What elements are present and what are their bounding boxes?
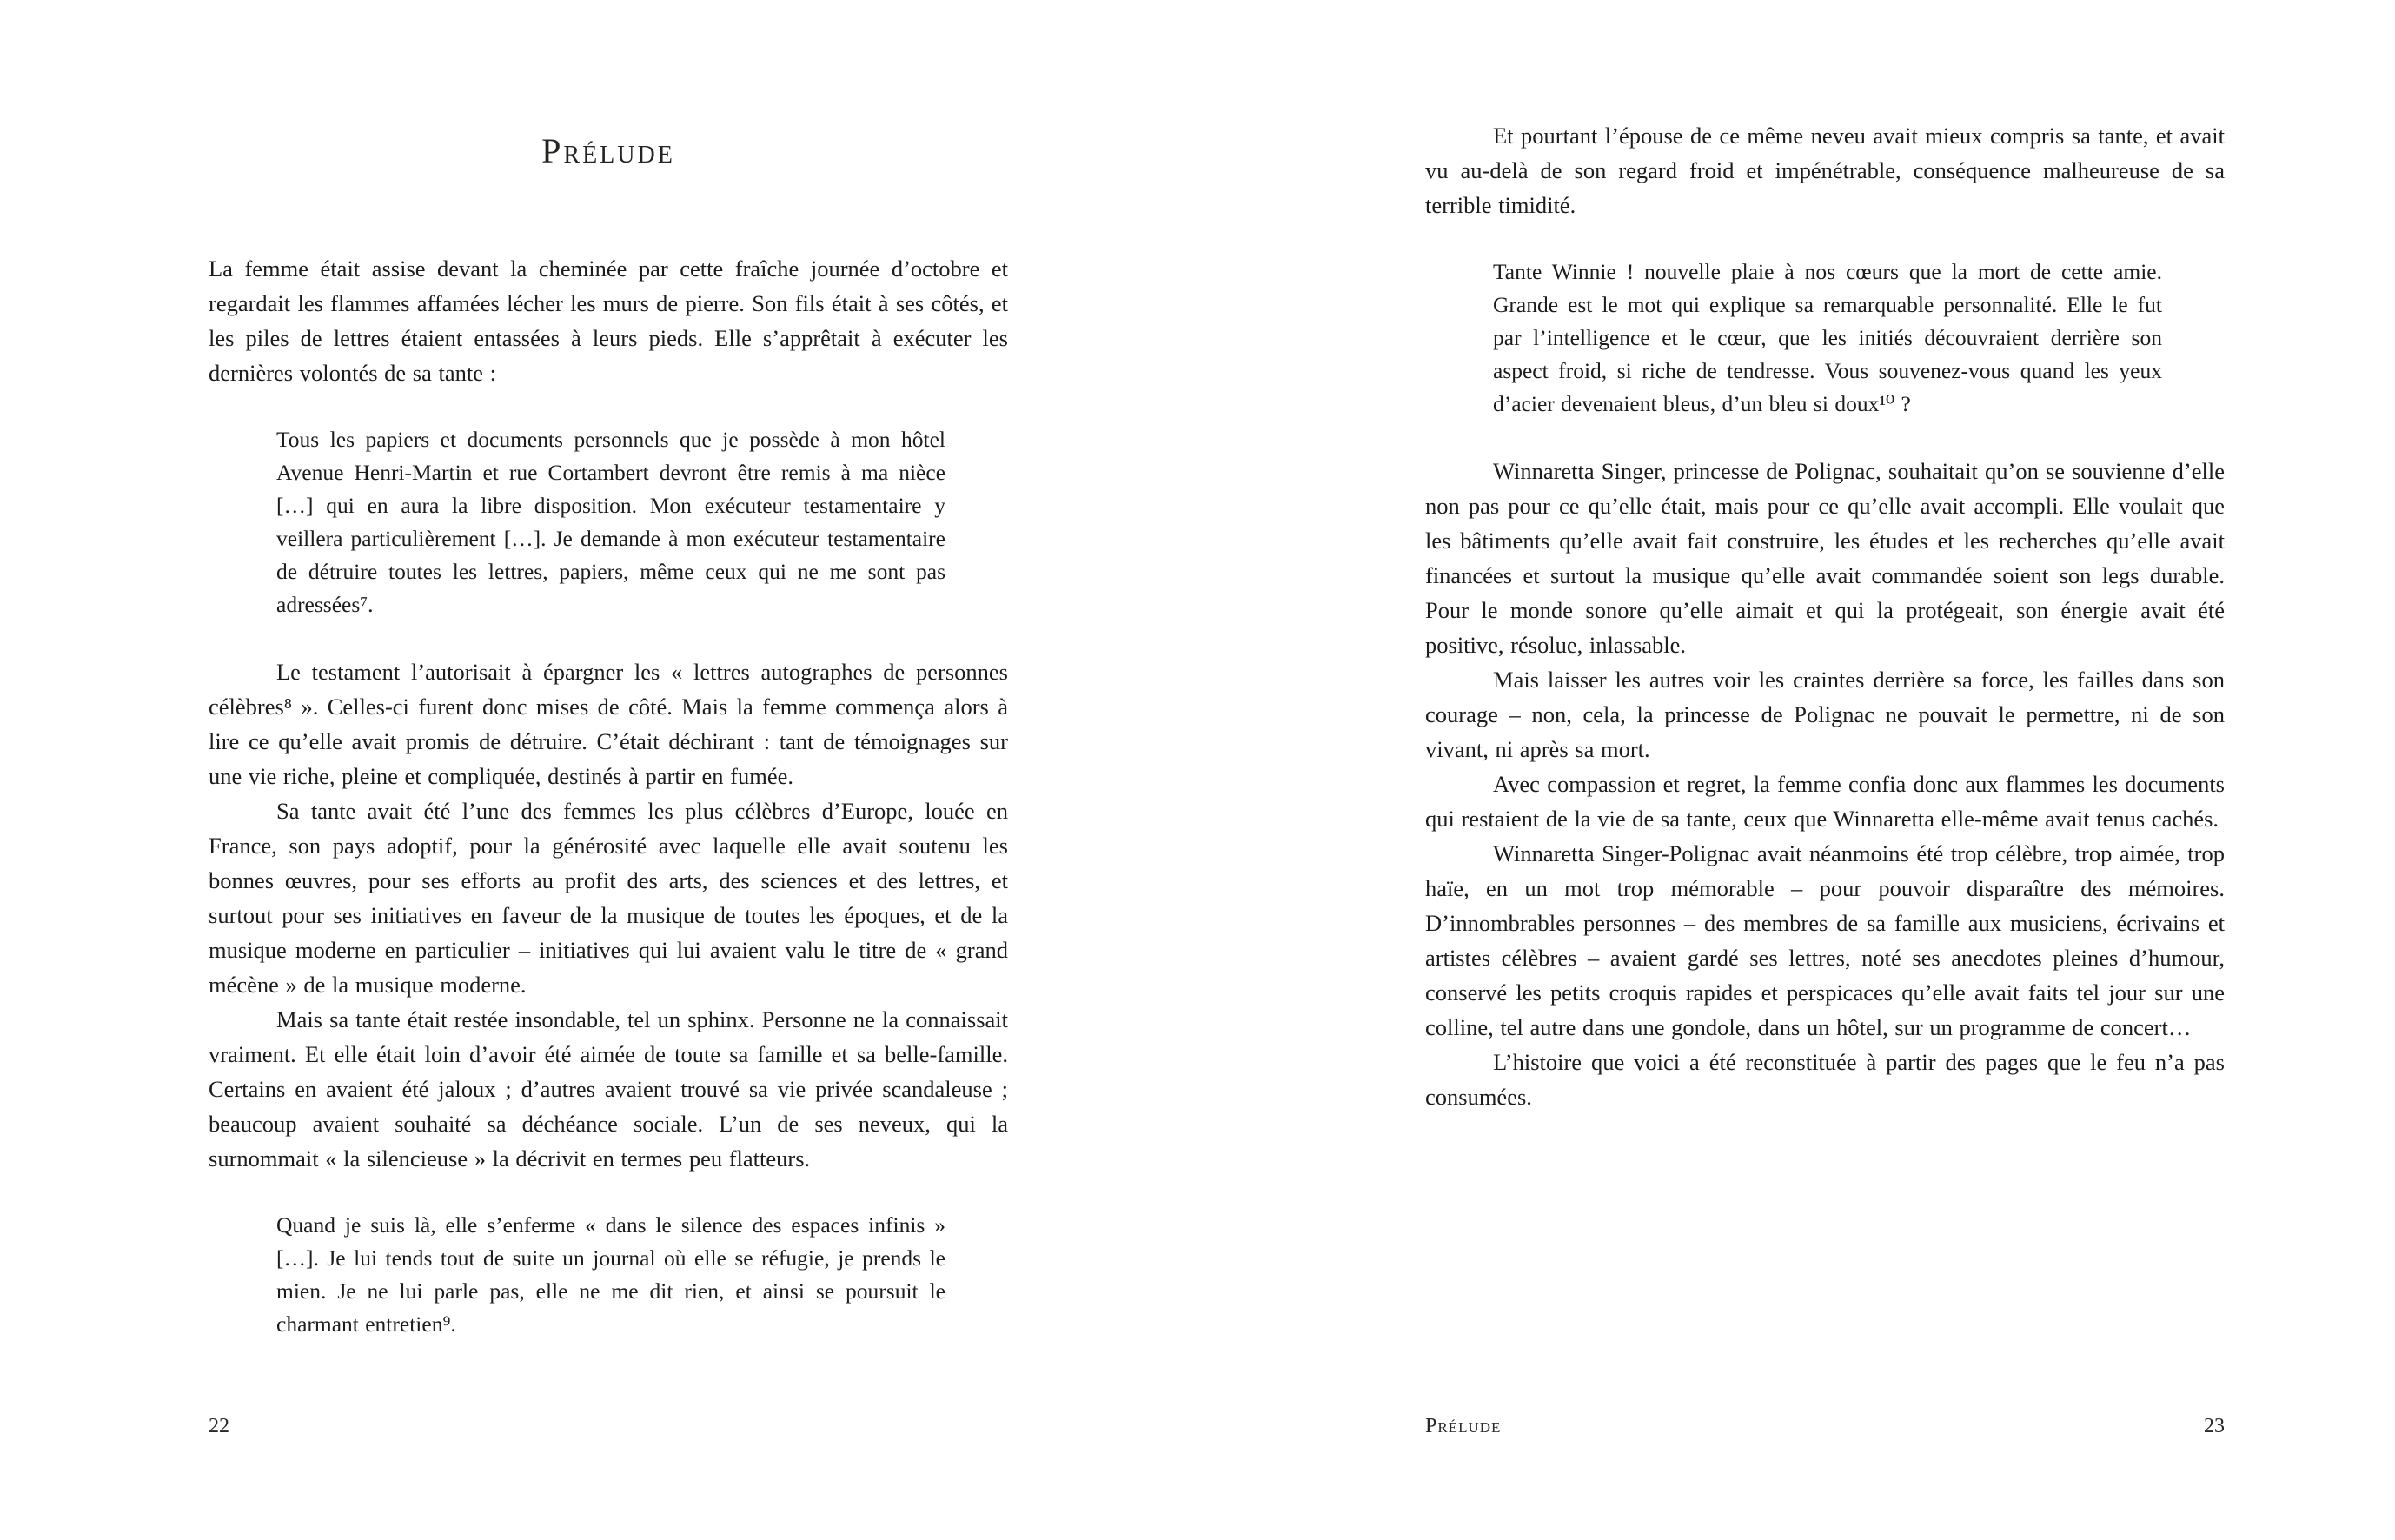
paragraph: Winnaretta Singer, princesse de Polignac, souhaitait qu’on se souvienne d’elle non pas pour ce qu’elle était, mais pour ce qu’elle avait accompli. Elle voulait que les bâtiments qu’elle avait fait construire, les études et les recherches qu’elle avait financées et surtout la musique qu’elle avait commandée soient son legs durable. Pour le monde sonore qu’elle aimait et qui la protégeait, son énergie avait été positive, résolue, inlassable. xyxy=(1425,458,2225,658)
paragraph: Mais sa tante était restée insondable, tel un sphinx. Personne ne la connaissait vraiment. Et elle était loin d’avoir été aimée de toute sa famille et sa belle-famille. Certains en avaient été jaloux ; d’autres avaient trouvé sa vie privée scandaleuse ; beaucoup avaient souhaité sa déchéance sociale. L’un de ses neveux, qui la surnommait « la silencieuse » la décrivit en termes peu flatteurs. xyxy=(209,1006,1008,1172)
paragraph: Mais laisser les autres voir les craintes derrière sa force, les failles dans son courage – non, cela, la princesse de Polignac ne pouvait le permettre, ni de son vivant, ni après sa mort. xyxy=(1425,667,2225,762)
page-right xyxy=(1425,118,2225,1114)
page-number: 22 xyxy=(209,1415,229,1437)
left-page-footer xyxy=(209,1415,1008,1438)
page-number: 23 xyxy=(2204,1415,2225,1437)
page-left xyxy=(209,130,1008,1374)
paragraph: Et pourtant l’épouse de ce même neveu avait mieux compris sa tante, et avait vu au-delà de son regard froid et impénétrable, conséquence malheureuse de sa terrible timidité. xyxy=(1425,123,2225,218)
paragraph: Sa tante avait été l’une des femmes les plus célèbres d’Europe, louée en France, son pays adoptif, pour la générosité avec laquelle elle avait soutenu les bonnes œuvres, pour ses efforts au profit des arts, des sciences et des lettres, et surtout pour ses initiatives en faveur de la musique de toutes les époques, et de la musique moderne en particulier – initiatives qui lui avaient valu le titre de « grand mécène » de la musique moderne. xyxy=(209,798,1008,998)
running-footer: Prélude xyxy=(1425,1415,1502,1437)
paragraph: L’histoire que voici a été reconstituée à partir des pages que le feu n’a pas consumées. xyxy=(1425,1049,2225,1110)
block-quote: Quand je suis là, elle s’enferme « dans le silence des espaces infinis » […]. Je lui tends tout de suite un journal où elle se réfugie, je prends le mien. Je ne lui parle pas, elle ne me dit rien, et ainsi se poursuit le charmant entretien⁹. xyxy=(276,1212,945,1337)
paragraph: Le testament l’autorisait à épargner les « lettres autographes de personnes célèbres⁸ ». Celles-ci furent donc mises de côté. Mais la femme commença alors à lire ce qu’elle avait promis de détruire. C’était déchirant : tant de témoignages sur une vie riche, pleine et compliquée, destinés à partir en fumée. xyxy=(209,659,1008,789)
block-quote: Tante Winnie ! nouvelle plaie à nos cœurs que la mort de cette amie. Grande est le mot qui explique sa remarquable personnalité. Elle le fut par l’intelligence et le cœur, que les initiés découvraient derrière son aspect froid, si riche de tendresse. Vous souvenez-vous quand les yeux d’acier devenaient bleus, d’un bleu si doux¹⁰ ? xyxy=(1493,259,2162,416)
block-quote: Tous les papiers et documents personnels que je possède à mon hôtel Avenue Henri-Martin et rue Cortambert devront être remis à ma nièce […] qui en aura la libre disposition. Mon exécuteur testamentaire y veillera particulièrement […]. Je demande à mon exécuteur testamentaire de détruire toutes les lettres, papiers, même ceux qui ne me sont pas adressées⁷. xyxy=(276,427,945,617)
right-page-footer xyxy=(1425,1415,2225,1438)
paragraph: Winnaretta Singer-Polignac avait néanmoins été trop célèbre, trop aimée, trop haïe, en un mot trop mémorable – pour pouvoir disparaître des mémoires. D’innombrables personnes – des membres de sa famille aux musiciens, écrivains et artistes célèbres – avaient gardé ses lettres, noté ses anecdotes pleines d’humour, conservé les petits croquis rapides et perspicaces qu’elle avait faits tel jour sur une colline, tel autre dans une gondole, dans un hôtel, sur un programme de concert… xyxy=(1425,840,2225,1040)
paragraph: La femme était assise devant la cheminée par cette fraîche journée d’octobre et regardait les flammes affamées lécher les murs de pierre. Son fils était à ses côtés, et les piles de lettres étaient entassées à leurs pieds. Elle s’apprêtait à exécuter les dernières volontés de sa tante : xyxy=(209,256,1008,386)
paragraph: Avec compassion et regret, la femme confia donc aux flammes les documents qui restaient de la vie de sa tante, ceux que Winnaretta elle-même avait tenus cachés. xyxy=(1425,771,2225,832)
chapter-title: Prélude xyxy=(541,131,675,170)
